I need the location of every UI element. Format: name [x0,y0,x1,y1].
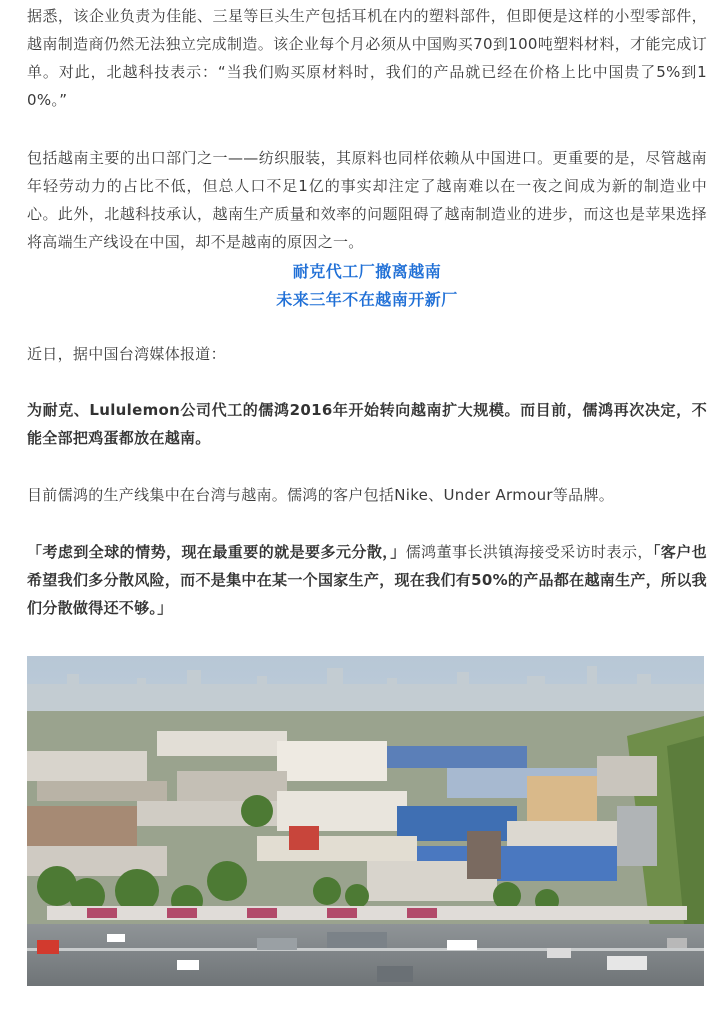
quote-attribution: 儒鸿董事长洪镇海接受采访时表示， [405,543,653,561]
quote-risk: 「客户也希望我们多分散风险，而不是集中在某一个国家生产，现在我们有50%的产品都在越南生产，所以我们分散做得还不够。」 [27,543,707,617]
paragraph-eclat-clients: 目前儒鸿的生产线集中在台湾与越南。儒鸿的客户包括Nike、Under Armour等品牌。 [27,486,615,504]
quote-diversify: 「考虑到全球的情势，现在最重要的就是要多元分散，」 [27,543,406,561]
section-headline-2: 未来三年不在越南开新厂 [276,290,458,309]
industrial-park-photo [27,656,704,986]
paragraph-textile: 包括越南主要的出口部门之一——纺织服装，其原料也同样依赖从中国进口。更重要的是，尽管越南年轻劳动力的占比不低，但总人口不足1亿的事实却注定了越南难以在一夜之间成为新的制造业中心。此外，北越科技承认，越南生产质量和效率的问题阻碍了越南制造业的进步，而这也是苹果选择将高端生产线设在中国，却不是越南的原因之一。 [27,149,707,251]
paragraph-supplier: 据悉，该企业负责为佳能、三星等巨头生产包括耳机在内的塑料部件，但即便是这样的小型零部件，越南制造商仍然无法独立完成制造。该企业每个月必须从中国购买70到100吨塑料材料，才能完成订单。对此，北越科技表示：“当我们购买原材料时，我们的产品就已经在价格上比中国贵了5%到10%。” [27,7,707,109]
section-headline-1: 耐克代工厂撤离越南 [292,262,442,281]
paragraph-eclat-expansion: 为耐克、Lululemon公司代工的儒鸿2016年开始转向越南扩大规模。而目前，儒鸿再次决定，不能全部把鸡蛋都放在越南。 [27,401,707,447]
paragraph-report-intro: 近日，据中国台湾媒体报道： [27,345,226,363]
paragraph-chairman-quote [27,538,707,622]
